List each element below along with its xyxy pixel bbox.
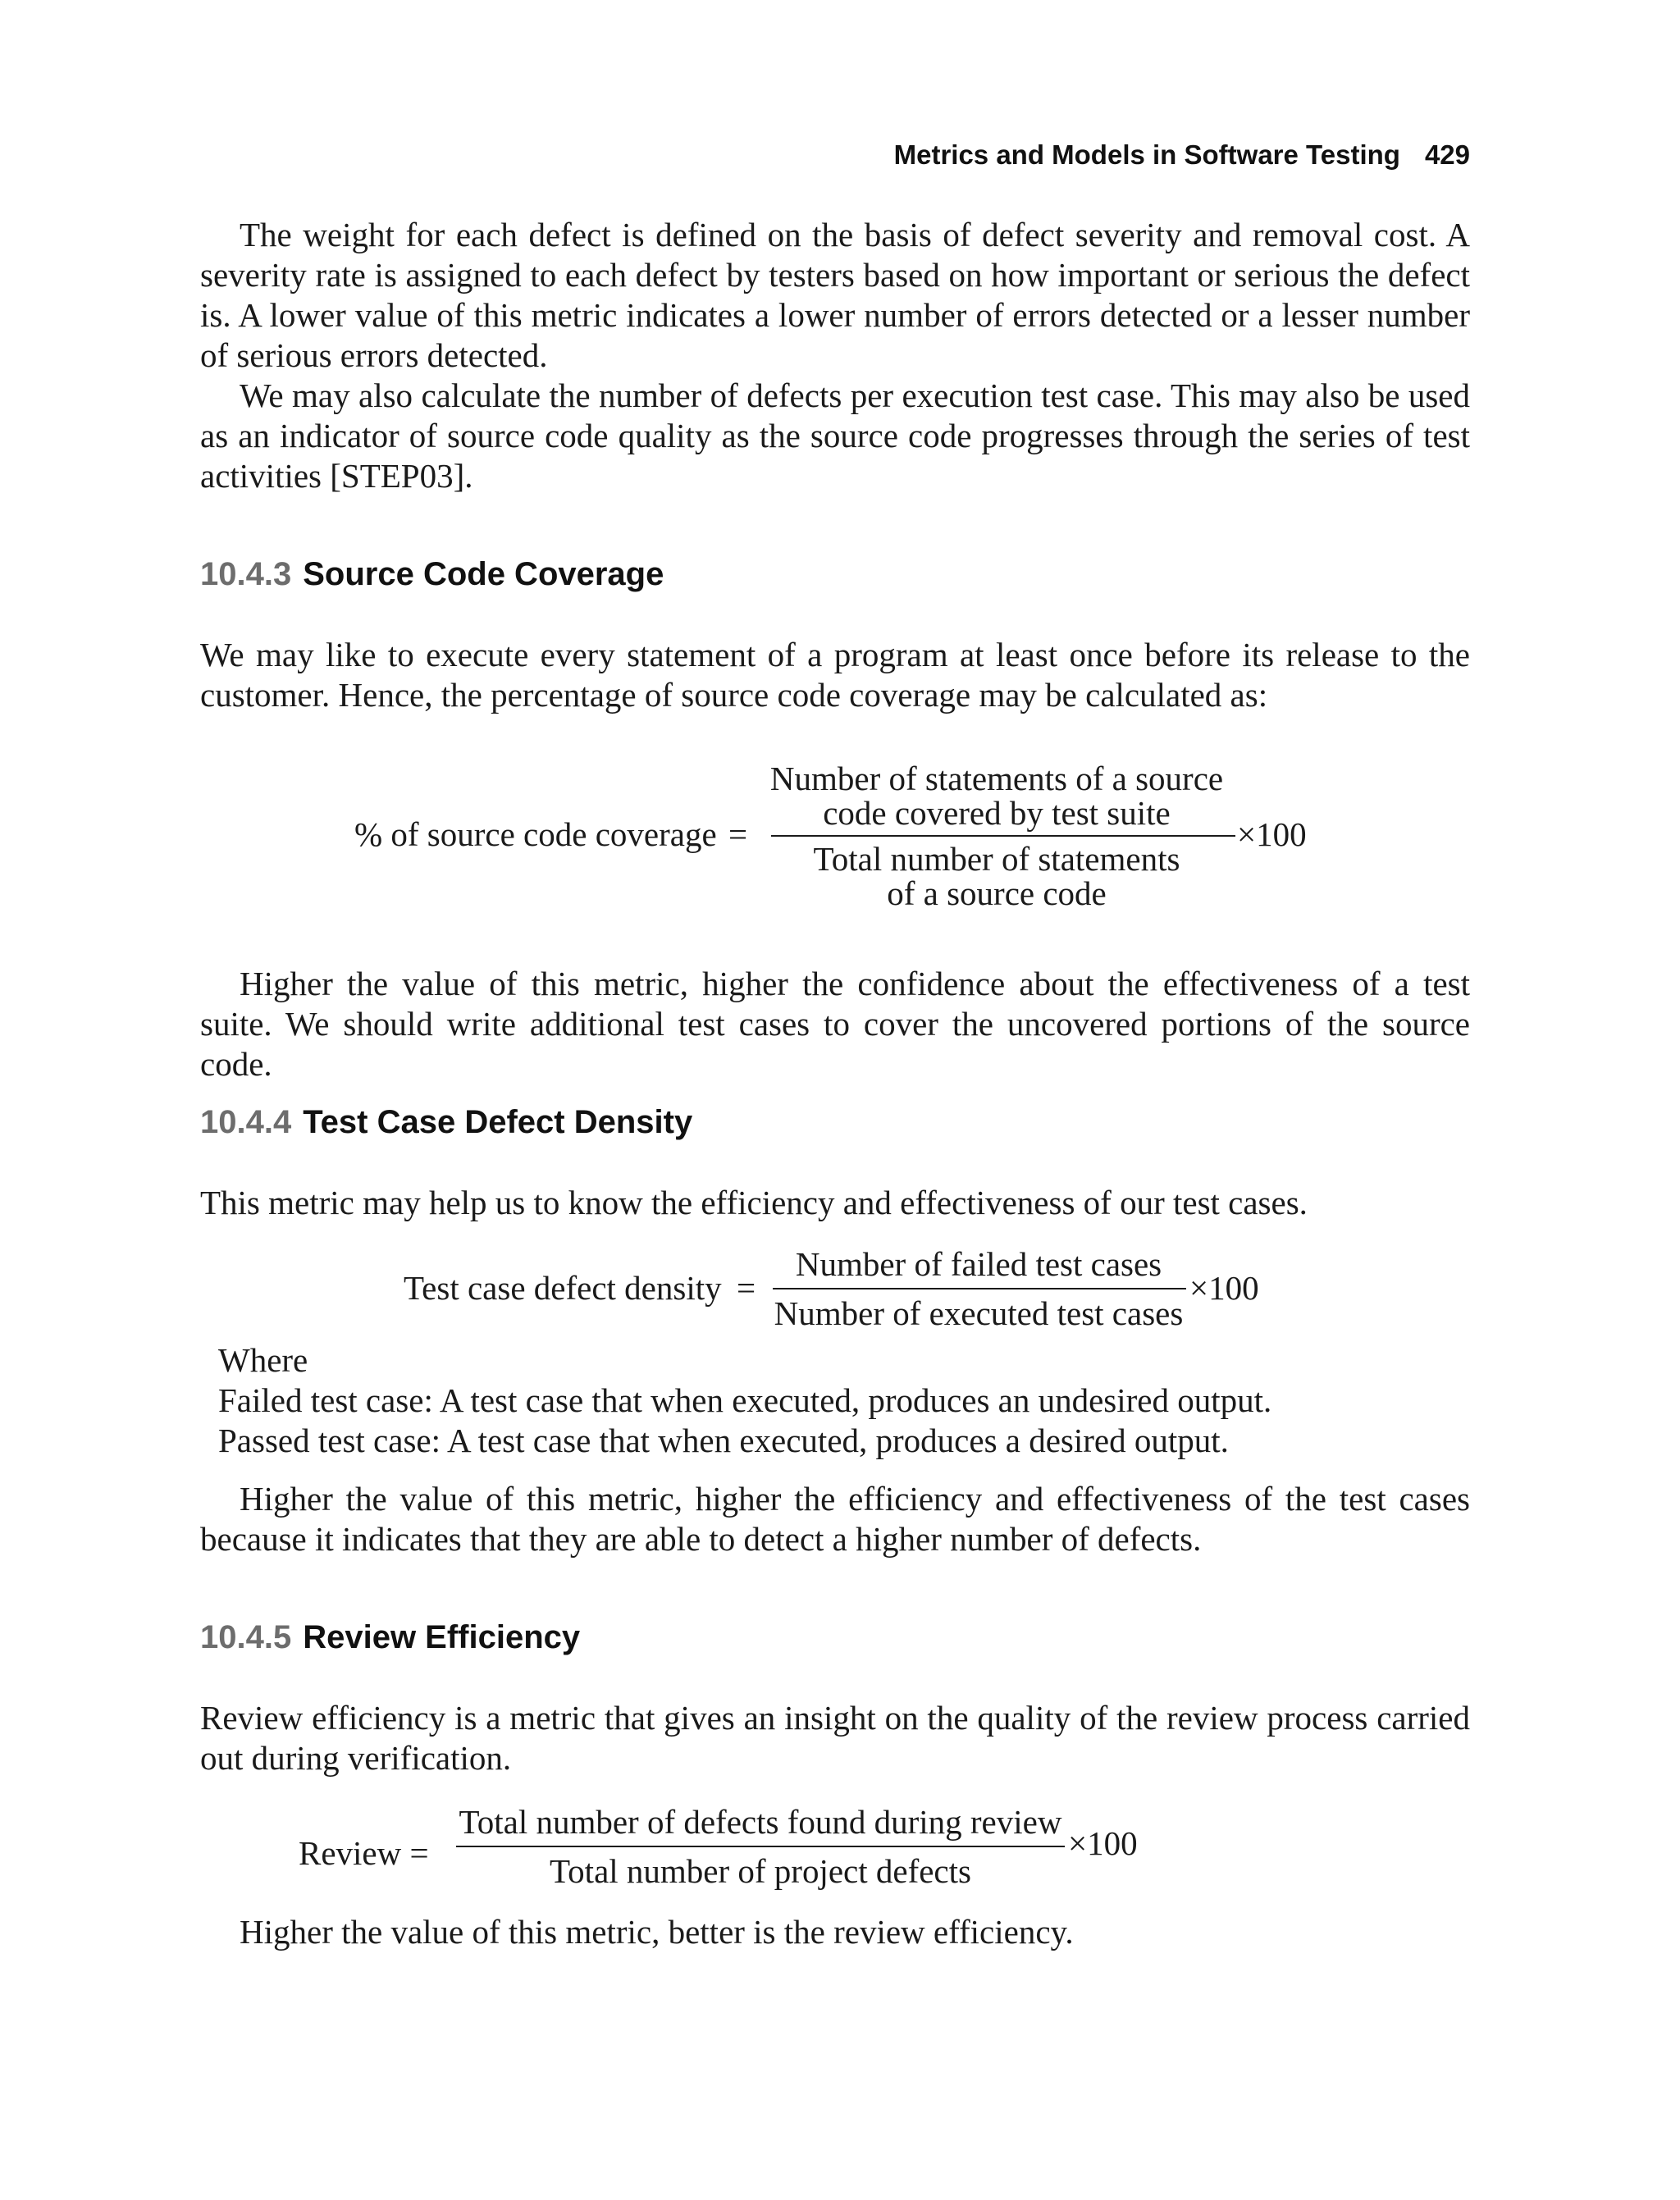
fraction-bar	[773, 1288, 1186, 1289]
passed-test-case-definition: Passed test case: A test case that when executed, produces a desired output.	[218, 1422, 1229, 1459]
section-title: Test Case Defect Density	[303, 1104, 693, 1140]
numerator-line-1: Number of statements of a source	[769, 760, 1224, 797]
denominator-line-1: Total number of statements	[813, 840, 1180, 878]
section-number: 10.4.3	[200, 556, 292, 592]
equation-numerator: Number of failed test cases	[795, 1245, 1162, 1283]
page-number: 429	[1424, 139, 1470, 170]
equation-numerator	[763, 761, 1230, 830]
section-heading-10-4-3	[200, 556, 664, 593]
equals-sign: =	[728, 815, 748, 853]
times-100: ×100	[1068, 1824, 1138, 1862]
density-paragraph-2: Higher the value of this metric, higher the efficiency and effectiveness of the test cases because it indicates that they are able to detect a higher number of defects.	[200, 1480, 1470, 1558]
intro-paragraph-2: We may also calculate the number of defects per execution test case. This may also be used as an indicator of source code quality as the source code progresses through the series of test activities [STEP03].	[200, 377, 1470, 495]
denominator-line-2: of a source code	[887, 874, 1107, 912]
section-title: Review Efficiency	[303, 1619, 581, 1655]
coverage-intro	[200, 635, 1470, 715]
intro-text	[200, 215, 1470, 496]
review-intro	[200, 1698, 1470, 1778]
density-intro	[200, 1183, 1470, 1223]
equation-lhs: Review =	[299, 1834, 429, 1872]
running-head	[894, 139, 1470, 171]
definitions-block	[218, 1340, 1271, 1461]
equals-sign: =	[737, 1269, 756, 1307]
running-head-title: Metrics and Models in Software Testing	[893, 139, 1400, 170]
review-paragraph-2: Higher the value of this metric, better is the review efficiency.	[240, 1913, 1074, 1951]
equation-numerator: Total number of defects found during review	[459, 1803, 1062, 1841]
equation-denominator: Number of executed test cases	[774, 1294, 1184, 1332]
coverage-conclusion	[200, 964, 1470, 1084]
numerator-line-2: code covered by test suite	[823, 794, 1171, 832]
review-conclusion	[200, 1912, 1470, 1952]
section-heading-10-4-4	[200, 1104, 692, 1141]
section-number: 10.4.5	[200, 1619, 292, 1655]
density-conclusion	[200, 1479, 1470, 1559]
density-paragraph-1: This metric may help us to know the efficiency and effectiveness of our test cases.	[200, 1184, 1308, 1221]
section-heading-10-4-5	[200, 1619, 580, 1656]
section-title: Source Code Coverage	[303, 556, 664, 592]
times-100: ×100	[1189, 1269, 1259, 1307]
equation-lhs: Test case defect density	[404, 1269, 722, 1307]
coverage-paragraph-1: We may like to execute every statement of a program at least once before its release to the customer. Hence, the percentage of source code coverage may be calculated as:	[200, 636, 1470, 714]
equation-lhs: % of source code coverage	[354, 815, 717, 853]
equation-denominator	[763, 842, 1230, 911]
equation-denominator: Total number of project defects	[550, 1852, 971, 1890]
coverage-paragraph-2: Higher the value of this metric, higher the confidence about the effectiveness of a test suite. We should write additional test cases to cover the uncovered portions of the source code.	[200, 965, 1470, 1083]
failed-test-case-definition: Failed test case: A test case that when executed, produces an undesired output.	[218, 1381, 1272, 1419]
times-100: ×100	[1237, 815, 1307, 853]
section-number: 10.4.4	[200, 1104, 292, 1140]
fraction-bar	[456, 1846, 1065, 1847]
fraction-bar	[771, 835, 1235, 837]
where-label: Where	[218, 1341, 308, 1379]
review-paragraph-1: Review efficiency is a metric that gives an insight on the quality of the review process carried out during verification.	[200, 1699, 1470, 1777]
intro-paragraph-1: The weight for each defect is defined on the basis of defect severity and removal cost. A severity rate is assigned to each defect by testers based on how important or serious the defect is. A lower value of this metric indicates a lower number of errors detected or a lesser number of serious errors detected.	[200, 216, 1470, 374]
